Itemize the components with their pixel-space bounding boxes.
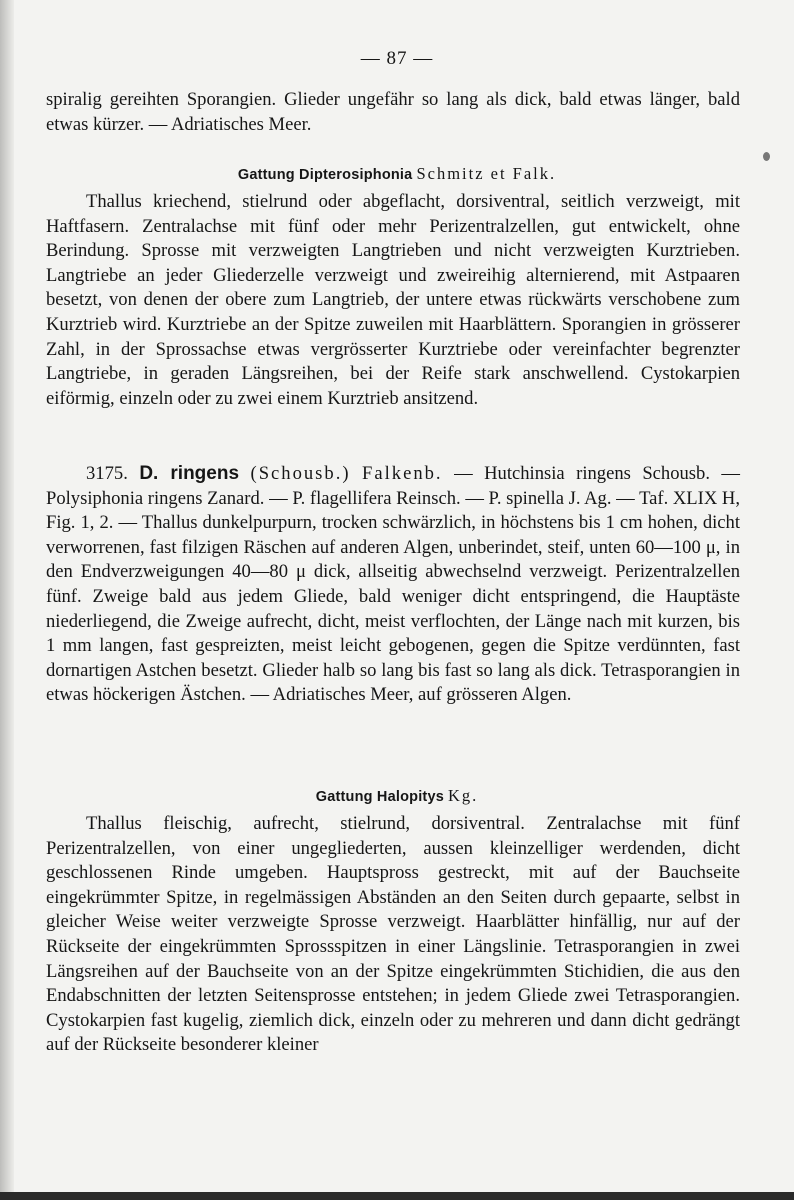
genus-heading-dipterosiphonia: [0, 164, 794, 184]
species-name: D. ringens: [139, 463, 240, 484]
genus-name: Gattung Halopitys: [315, 789, 444, 805]
paragraph-species-3175: [46, 462, 740, 708]
paragraph-text: Thallus fleischig, aufrecht, stielrund, dorsiventral. Zentralachse mit fünf Perizentralzellen, von einer ungegliederten, aussen kleinzelliger werdenden, dicht geschlossenen Rinde umgeben. Hauptspross gestreckt, mit auf der Bauchseite eingekrümmter Spitze, in regelmässigen Abständen an den Seiten durch gepaarte, selbst in gleicher Weise weiter verzweigte Sprosse verzweigt. Haarblätter hinfällig, nur auf der Rückseite der eingekrümmten Sprossspitzen in einer Längslinie. Tetrasporangien in zwei Längsreihen auf der Bauchseite von an der Spitze eingekrümmten Stichidien, die aus den Endabschnitten der letzten Seitensprosse entstehen; in jedem Gliede zwei Tetrasporangien. Cystokarpien fast kugelig, ziemlich dick, einzeln oder zu mehreren und dann dicht gedrängt auf der Rückseite besonderer kleiner: [46, 813, 740, 1056]
genus-author: Kg.: [447, 786, 479, 805]
species-author: (Schousb.): [250, 463, 351, 484]
scan-edge-bottom: [0, 1192, 794, 1200]
paragraph-text: Thallus kriechend, stielrund oder abgeflacht, dorsiventral, seitlich verzweigt, mit Haftfasern. Zentralachse mit fünf oder mehr Perizentralzellen, gut entwickelt, ohne Berindung. Sprosse mit verzweigten Langtrieben und nicht verzweigten Kurztrieben. Langtriebe an jeder Gliederzelle verzweigt und zweireihig alternierend, mit Astpaaren besetzt, von denen der obere zum Langtrieb, der untere etwas rückwärts verschobene zum Kurztrieb wird. Kurztriebe an der Spitze zuweilen mit Haarblättern. Sporangien in grösserer Zahl, in der Sprossachse etwas vergrösserter Kurztriebe oder vereinfachter begrenzter Langtriebe, in geraden Längsreihen, bei der Reife stark anschwellend. Cystokarpien eiförmig, einzeln oder zu zwei einem Kurztrieb ansitzend.: [46, 191, 740, 409]
species-entry: [46, 462, 740, 708]
species-author-falkenb: Falkenb.: [362, 463, 443, 484]
genus-heading-halopitys: [0, 786, 794, 806]
paragraph-text: spiralig gereihten Sporangien. Glieder ungefähr so lang als dick, bald etwas länger, bald etwas kürzer. — Adriatisches Meer.: [46, 89, 740, 135]
paragraph-continuation: [46, 88, 740, 137]
genus-author: Schmitz et Falk.: [416, 164, 557, 183]
species-text: — Hutchinsia ringens Schousb. — Polysiphonia ringens Zanard. — P. flagellifera Reinsch. — P. spinella J. Ag. — Taf. XLIX H, Fig. 1, 2. — Thallus dunkelpurpurn, trocken schwärzlich, in höchstens bis 1 cm hohen, dicht verworrenen, fast filzigen Räschen auf anderen Algen, unberindet, steif, unten 60—100 μ, in den Endverzweigungen 40—80 μ dick, allseitig abwechselnd verzweigt. Perizentralzellen fünf. Zweige bald aus jedem Gliede, bald weniger dicht entspringend, die Hauptäste niederliegend, die Zweige aufrecht, dicht, meist verflochten, der Länge nach mit kurzen, bis 1 mm langen, fast gespreizten, meist leicht gebogenen, gegen die Spitze verdünnten, fast dornartigen Astchen besetzt. Glieder halb so lang bis fast so lang als dick. Tetrasporangien in etwas höckerigen Ästchen. — Adriatisches Meer, auf grösseren Algen.: [46, 463, 741, 706]
genus-name: Gattung Dipterosiphonia: [237, 167, 413, 183]
page-number: — 87 —: [360, 48, 434, 69]
species-number: 3175.: [86, 463, 128, 484]
paragraph-dipterosiphonia-description: [46, 190, 740, 411]
paragraph-halopitys-description: [46, 812, 740, 1058]
ink-speck: [763, 152, 770, 161]
